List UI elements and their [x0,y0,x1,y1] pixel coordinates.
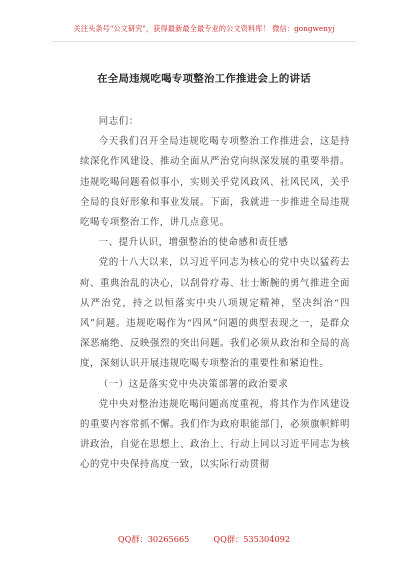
footer-contact [0,534,408,545]
salutation: 同志们： [98,116,139,127]
section-heading-1: 一、提升认识，增强整治的使命感和责任感 [98,237,289,249]
paragraph-section-1: 党的十八大以来，以习近平同志为核心的党中央以猛药去疴、重典治乱的决心，以刮骨疗毒、壮士断腕的勇气推进全面从严治党，持之以恒落实中央八项规定精神，坚决纠治“四风”问题。违规吃喝作为“四风”问题的典型表现之一，是群众深恶痛绝、反映强烈的突出问题。我们必须从政治和全局的高度，深刻认识开展违规吃喝专项整治的重要性和紧迫性。 [80,257,350,370]
subsection-heading-1: （一）这是落实党中央决策部署的政治要求 [98,378,289,390]
footer-qq-group-2: QQ群：535304092 [213,534,291,544]
paragraph-intro: 今天我们召开全局违规吃喝专项整治工作推进会，这是持续深化作风建设、推动全面从严治党向纵深发展的重要举措。违规吃喝问题看似事小，实则关乎党风政风、社风民风，关乎全局的良好形象和事业发展。下面，我就进一步推进全局违规吃喝专项整治工作，讲几点意见。 [80,136,350,229]
document-body [80,112,350,476]
header-divider [52,41,356,42]
header-promo-note: 关注头条号"公文研究"，获得最新最全最专业的公文资料库！ 微信：gongwenyj [73,24,335,33]
paragraph-subsection-1: 党中央对整治违规吃喝问题高度重视，将其作为作风建设的重要内容常抓不懈。我们作为政府职能部门，必须旗帜鲜明讲政治，自觉在思想上、政治上、行动上同以习近平同志为核心的党中央保持高度一致，以实际行动贯彻 [80,398,350,471]
footer-qq-group-1: QQ群：30265665 [117,534,190,544]
document-title: 在全局违规吃喝专项整治工作推进会上的讲话 [97,73,311,85]
